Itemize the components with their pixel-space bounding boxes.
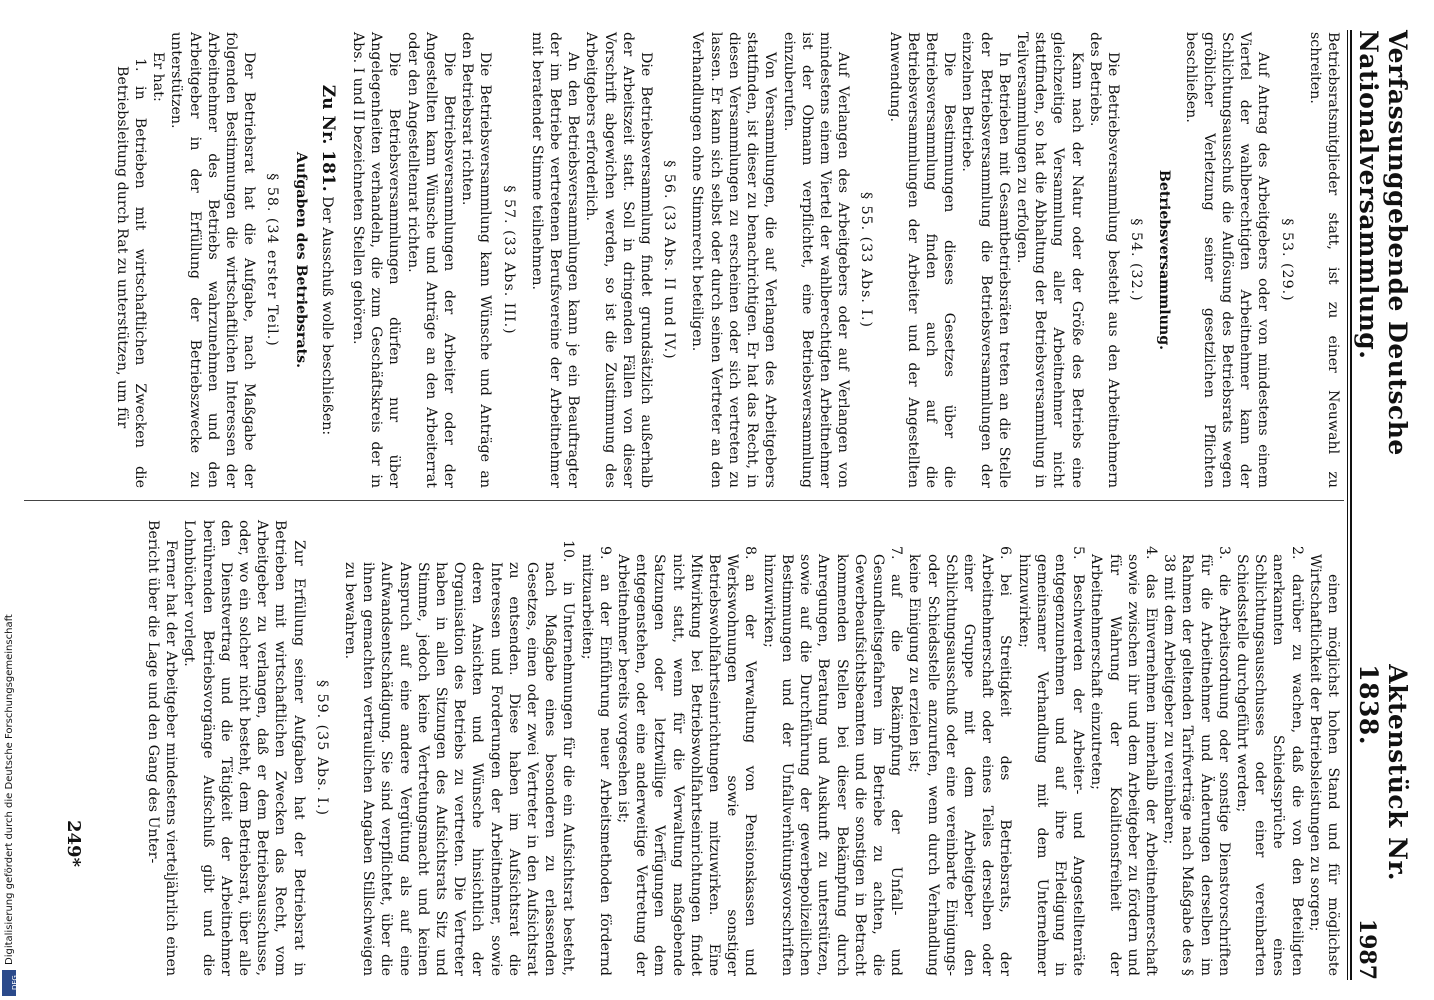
section-number: § 54. (32.)	[1128, 218, 1145, 302]
paragraph: Der Betriebsrat hat die Aufgabe, nach Maßgabe der folgenden Bestimmungen die wirtschaftlichen Interessen der Arbeitnehmer des Betriebs wahrzunehmen und den Arbeitgeber in der Erfüllung der Betriebszwecke zu unterstützen.	[168, 32, 258, 488]
paragraph: Die Betriebsversammlung kann Wünsche und Anträge an den Betriebsrat richten.	[459, 32, 494, 488]
list-item	[760, 520, 906, 976]
list-item	[1233, 520, 1306, 976]
right-column	[144, 520, 1342, 976]
paragraph: Zur Erfüllung seiner Aufgaben hat der Betriebsrat in Betrieben mit wirtschaftlichen Zwecken das Recht, vom Arbeitgeber zu verlangen, daß er dem Betriebsausschusse, oder, wo ein solcher nicht besteht, dem Betriebsrat, über alle den Dienstvertrag und die Tätigkeit der Arbeitnehmer berührenden Betriebsvorgänge Aufschluß gibt und die Lohnbücher vorlegt.	[181, 520, 307, 976]
page-number: 1987	[1354, 918, 1380, 980]
paragraph: In Betrieben mit Gesamtbetriebsräten treten an die Stelle der Betriebsversammlung die Betriebsversammlungen der einzelnen Betriebe.	[959, 32, 1012, 488]
zu-nr-text: Der Ausschuß wolle beschließen:	[318, 196, 335, 436]
list-number: 4.	[1142, 546, 1159, 560]
section-heading: Aufgaben des Betriebsrats.	[292, 151, 309, 369]
header-rule	[1350, 30, 1352, 980]
paragraph: Die Betriebsversammlung findet grundsätzlich außerhalb der Arbeitszeit statt. Soll in dringenden Fällen von dieser Vorschrift abgewichen werden, so ist die Zustimmung des Arbeitgebers erforderlich.	[583, 32, 655, 488]
paragraph: An den Betriebsversammlungen kann je ein Beauftragter der im Betriebe vertretenen Berufsvereine der Arbeitnehmer mit beratender Stimme teilnehmen.	[528, 32, 582, 488]
list-number: 10.	[560, 540, 577, 563]
zu-nr-heading	[318, 32, 337, 488]
list-item	[614, 520, 760, 976]
paragraph: Von Versammlungen, die auf Verlangen des Arbeitgebers stattfinden, ist dieser zu benachrichtigen. Er hat das Recht, in diesen Versammlungen zu erscheinen oder sich vertreten zu lassen. Er kann sich selbst oder durch seinen Vertreter an den Verhandlungen ohne Stimmrecht beteiligen.	[689, 32, 779, 488]
list-text: in Unternehmungen für die ein Aufsichtsrat besteht, nach Maßgabe eines besonderen zu erlassenden Gesetzes, einen oder zwei Vertreter in den Aufsichtsrat zu entsenden. Diese haben im Aufsichtsrat die Interessen und Forderungen der Arbeitnehmer, sowie deren Ansichten und Wünsche hinsichtlich der Organisation des Betriebs zu vertreten. Die Vertreter haben in allen Sitzungen des Aufsichtsrats Sitz und Stimme, jedoch keine Vertretungsmacht und keinen Anspruch auf eine andere Vergütung als auf eine Aufwandsentschädigung. Sie sind verpflichtet, über die ihnen gemachten vertraulichen Angaben Stillschweigen zu bewahren.	[342, 562, 577, 976]
list-item	[113, 32, 149, 488]
zu-nr-label: Zu Nr. 181.	[317, 84, 338, 192]
section-number: § 56. (33 Abs. II und IV.)	[661, 160, 678, 360]
paragraph: Die Betriebsversammlungen der Arbeiter oder der Angestellten kann Wünsche und Anträge an den Arbeiterrat oder den Angestelltenrat richten.	[404, 32, 458, 488]
list-text: die Arbeitsordnung oder sonstige Dienstvorschriften für die Arbeitnehmer und Änderungen derselben im Rahmen der geltenden Tarifverträge nach Maßgabe des § 38 mit dem Arbeitgeber zu vereinbaren;	[1161, 554, 1232, 976]
list-text: auf die Bekämpfung der Unfall- und Gesundheitsgefahren im Betriebe zu achten, die Gewerbeaufsichtsbeamten und die sonstigen in Betracht kommenden Stellen bei dieser Bekämpfung durch Anregungen, Beratung und Auskunft zu unterstützen, sowie auf die Durchführung der gewerbepolizeilichen Bestimmungen und der Unfallverhütungsvorschriften hinzuwirken;	[760, 554, 905, 976]
list-item	[1087, 520, 1160, 976]
section-number: § 59. (35 Abs. I.)	[313, 679, 330, 817]
list-number: 1.	[132, 58, 149, 72]
left-column	[113, 32, 1342, 488]
header-rule-thin	[1347, 30, 1348, 980]
section-number: § 53. (29.)	[1278, 218, 1295, 302]
page-header	[1354, 30, 1414, 980]
list-text: darüber zu wachen, daß die von den Beteiligten anerkannten Schiedssprüche eines Schlichtungsausschusses oder einer vereinbarten Schiedsstelle durchgeführt werden;	[1233, 554, 1305, 976]
paragraph: Die Betriebsversammlungen dürfen nur über Angelegenheiten verhandeln, die zum Geschäftskreis der in Abs. I und II bezeichneten Stellen gehören.	[350, 32, 403, 488]
list-item	[577, 520, 613, 976]
dfg-logo: DFG	[2, 970, 16, 996]
signature-mark: 249*	[63, 820, 84, 867]
paragraph: Auf Verlangen des Arbeitgebers oder auf Verlangen von mindestens einem Viertel der wahlberechtigten Arbeitnehmer ist der Obmann verpflichtet, eine Betriebsversammlung einzuberufen.	[780, 32, 852, 488]
column-divider	[24, 500, 1344, 501]
list-item	[1306, 520, 1342, 976]
header-title: Verfassunggebende Deutsche Nationalversammlung.	[1354, 30, 1412, 456]
list-text: Beschwerden der Arbeiter- und Angestelltenräte entgegenzunehmen und auf ihre Erledigung in gemeinsamer Verhandlung mit dem Unternehmer hinzuwirken;	[1015, 554, 1087, 976]
list-number: 2.	[1288, 546, 1305, 560]
paragraph: Betriebsratsmitglieder statt, ist zu einer Neuwahl zu schreiten.	[1306, 32, 1341, 488]
paragraph: Kann nach der Natur oder der Größe des Betriebs eine gleichzeitige Versammlung aller Arbeitnehmer nicht stattfinden, so hat die Abhaltung der Betriebsversammlung in Teilversammlungen zu erfolgen.	[1013, 32, 1085, 488]
section-number: § 55. (33 Abs. I.)	[858, 191, 875, 329]
paragraph: Auf Antrag des Arbeitgebers oder von mindestens einem Viertel der wahlberechtigten Arbeitnehmer kann der Schlichtungsausschuß die Auflösung des Betriebsrats wegen gröblicher Verletzung seiner gesetzlichen Pflichten beschließen.	[1182, 32, 1272, 488]
section-number: § 58. (34 erster Teil.)	[264, 173, 281, 347]
section-heading: Betriebsversammlung.	[1156, 169, 1173, 351]
paragraph: Die Betriebsversammlung besteht aus den Arbeitnehmern des Betriebs.	[1086, 32, 1121, 488]
list-item	[905, 520, 1014, 976]
list-text: an der Einführung neuer Arbeitsmethoden fördernd mitzuarbeiten;	[578, 554, 613, 976]
list-number: 3.	[1215, 546, 1232, 560]
list-text: an der Verwaltung von Pensionskassen und Werkswohnungen sowie sonstiger Betriebswohlfahrtseinrichtungen mitzuwirken. Eine Mitwirkung bei Betriebswohlfahrtseinrichtungen findet nicht statt, wenn für die Verwaltung maßgebende Satzungen oder letztwillige Verfügungen dem entgegenstehen, oder eine anderweitige Vertretung der Arbeitnehmer bereits vorgesehen ist;	[615, 554, 759, 976]
paragraph: Die Bestimmungen dieses Gesetzes über die Betriebsversammlung finden auch auf die Betriebsversammlungen der Arbeiter und der Angestellten Anwendung.	[886, 32, 958, 488]
list-number: 7.	[888, 546, 905, 560]
list-number: 9.	[596, 546, 613, 560]
list-text: in Betrieben mit wirtschaftlichen Zwecken die Betriebsleitung durch Rat zu unterstützen, um für	[113, 66, 149, 488]
digitization-note: Digitalisierung gefördert durch die Deutsche Forschungsgemeinschaft	[4, 614, 15, 965]
list-item	[1014, 520, 1087, 976]
list-item	[341, 520, 578, 976]
list-text: bei Streitigkeit des Betriebsrats, der Arbeitnehmerschaft oder eines Teiles derselben oder einer Gruppe mit dem Arbeitgeber den Schlichtungsausschuß oder eine vereinbarte Einigungs- oder Schiedsstelle anzurufen, wenn durch Verhandlung keine Einigung zu erzielen ist;	[906, 554, 1014, 976]
list-number: 8.	[742, 546, 759, 560]
list-number: 5.	[1070, 546, 1087, 560]
list-number: 6.	[997, 546, 1014, 560]
aktenstueck-label: Aktenstück Nr. 1838.	[1354, 664, 1412, 882]
section-number: § 57. (33 Abs. III.)	[500, 185, 517, 335]
list-text: das Einvernehmen innerhalb der Arbeitnehmerschaft sowie zwischen ihr und dem Arbeitgeber zu fördern und für Wahrung der Koalitionsfreiheit der Arbeitnehmerschaft einzutreten;	[1088, 554, 1159, 976]
list-item	[1160, 520, 1233, 976]
paragraph: Ferner hat der Arbeitgeber mindestens vierteljährlich einen Bericht über die Lage und den Gang des Unter-	[145, 520, 180, 976]
list-text: einen möglichst hohen Stand und für möglichste Wirtschaftlichkeit der Betriebsleistungen zu sorgen;	[1306, 554, 1341, 976]
paragraph: Er hat:	[150, 52, 167, 102]
